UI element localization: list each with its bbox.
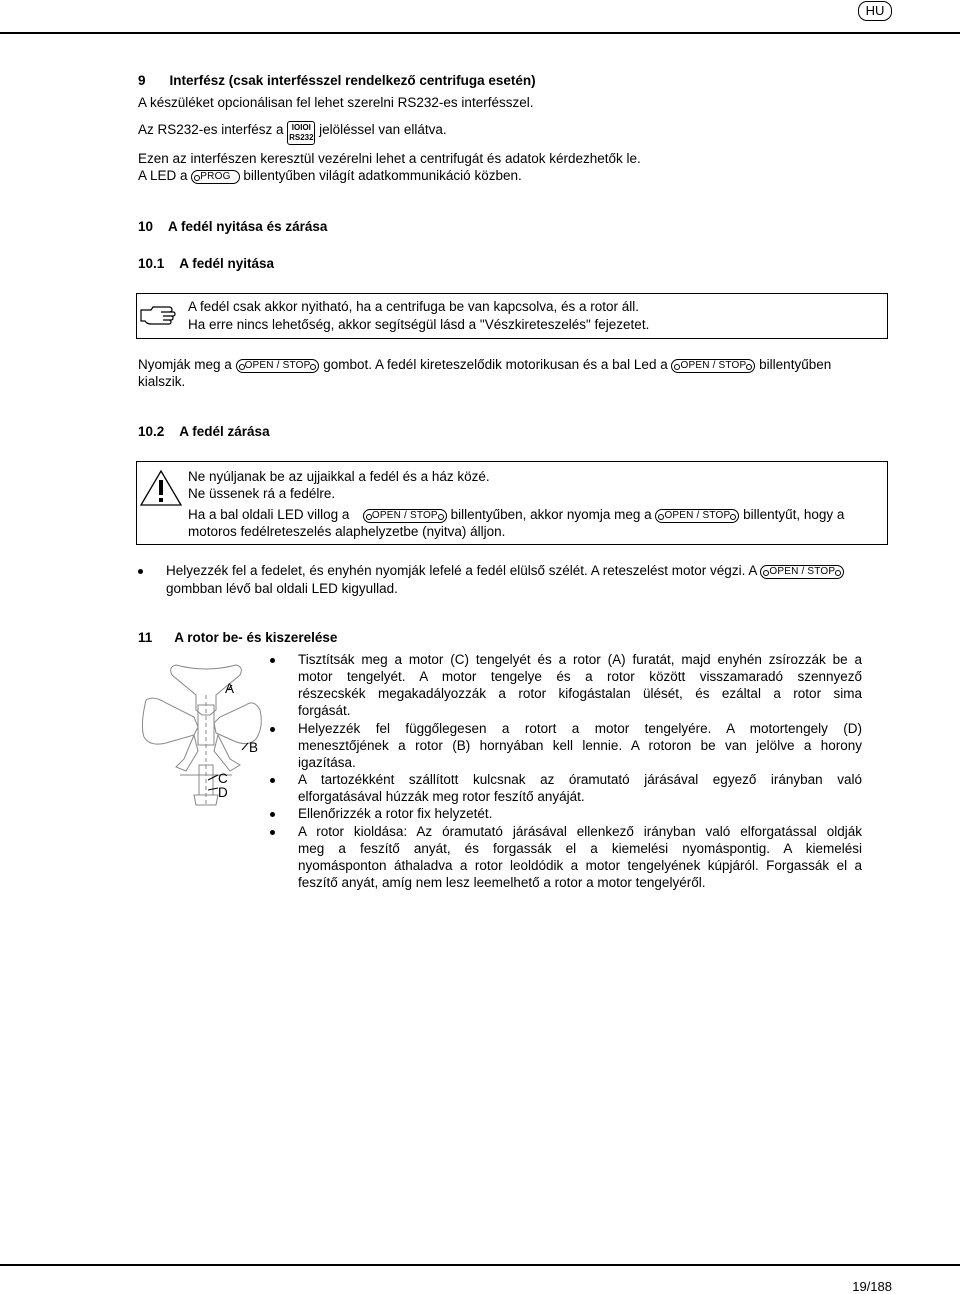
bullet-icon (270, 658, 275, 663)
warning-box (136, 461, 888, 545)
note-box (136, 293, 888, 339)
open-stop-key-icon: OPEN / STOP (760, 565, 844, 579)
text-fragment: billentyűben (759, 357, 832, 372)
paragraph-line (138, 121, 447, 145)
warning-line: Ne üssenek rá a fedélre. (188, 486, 336, 501)
text-fragment: A LED a (138, 168, 188, 183)
section-number: 10.2 (138, 424, 165, 439)
section-number: 9 (138, 73, 146, 88)
header-rule (0, 32, 960, 34)
footer-rule (0, 1264, 960, 1266)
text-fragment: jelöléssel van ellátva. (319, 122, 447, 137)
diagram-label-d: D (218, 785, 228, 800)
list-item-line: feszítő anyát, amíg nem lesz leemelhető a rotor a motor tengelyéről. (298, 875, 706, 890)
section-10-heading (138, 218, 327, 235)
rotor-diagram (136, 655, 266, 810)
open-stop-key-icon: OPEN / STOP (671, 359, 755, 373)
warning-triangle-icon (139, 469, 183, 507)
paragraph-line: A készüléket opcionálisan fel lehet szerelni RS232-es interfésszel. (138, 95, 534, 110)
section-title: A fedél nyitása és zárása (168, 219, 328, 234)
prog-key-icon: PROG (191, 170, 239, 184)
list-item-line: motor tengelyét. A motor tengelye és a rotor között visszamaradó szennyező (298, 669, 862, 684)
diagram-label-b: B (249, 740, 259, 755)
text-fragment: Ha a bal oldali LED villog a (188, 507, 350, 522)
section-title: Interfész (csak interfésszel rendelkező centrifuga esetén) (169, 73, 536, 88)
warning-line: Ne nyúljanak be az ujjaikkal a fedél és a ház közé. (188, 469, 490, 484)
section-number: 10.1 (138, 256, 165, 271)
bullet-text (166, 562, 844, 579)
text-fragment: gombot. A fedél kireteszelődik motorikusan és a bal Led a (323, 357, 668, 372)
text-fragment: billentyűben világít adatkommunikáció közben. (243, 168, 522, 183)
list-item-line: A tartozékként szállított kulcsnak az óramutató járásával egyező irányban való (298, 772, 862, 787)
section-10-1-heading (138, 255, 274, 272)
list-item-line: A rotor kioldása: Az óramutató járásával ellenkező irányban való elforgatással oldják (298, 824, 862, 839)
text-fragment: Nyomják meg a (138, 357, 232, 372)
open-stop-key-icon: OPEN / STOP (363, 509, 447, 523)
paragraph-line: Ezen az interfészen keresztül vezérelni lehet a centrifugát és adatok kérdezhetők le. (138, 151, 641, 166)
open-stop-key-icon: OPEN / STOP (655, 509, 739, 523)
list-item-line: nyomásponton áthaladva a rotor leoldódik a motor tengelyének kúpjáról. Forgassák el a (298, 858, 862, 873)
list-item-line: forgását. (298, 703, 351, 718)
section-title: A fedél zárása (179, 424, 270, 439)
bullet-icon (138, 569, 143, 574)
diagram-label-c: C (218, 771, 228, 786)
note-line: A fedél csak akkor nyitható, ha a centrifuga be van kapcsolva, és a rotor áll. (188, 299, 640, 314)
section-title: A fedél nyitása (179, 256, 275, 271)
list-item-line: menesztőjének a rotor (B) hornyában kell lennie. A rotoron be van jelölve a horony (298, 738, 862, 753)
section-number: 10 (138, 219, 154, 234)
rs232-symbol-icon: IOIOI RS232 (287, 121, 315, 145)
language-badge: HU (858, 1, 892, 21)
list-item-line: Ellenőrizzék a rotor fix helyzetét. (298, 806, 493, 821)
list-item-line: meg a feszítő anyát, és forgassák el a kiemelési nyomáspontig. A kiemelési (298, 841, 862, 856)
open-stop-key-icon: OPEN / STOP (236, 359, 320, 373)
warning-line (188, 506, 844, 523)
list-item-line: részecskék megakadályozzák a rotor kifogástalan ülését, és ezáltal a rotor sima (298, 686, 862, 701)
bullet-text: gombban lévő bal oldali LED kigyullad. (166, 581, 398, 596)
section-11-heading (138, 629, 337, 646)
section-title: A rotor be- és kiszerelése (174, 630, 338, 645)
paragraph-line (138, 356, 831, 373)
diagram-label-a: A (225, 681, 235, 696)
paragraph-line: kialszik. (138, 374, 186, 389)
bullet-icon (270, 830, 275, 835)
text-fragment: billentyűt, hogy a (743, 507, 845, 522)
text-fragment: billentyűben, akkor nyomja meg a (450, 507, 652, 522)
list-item-line: Helyezzék fel függőlegesen a rotort a motor tengelyére. A motortengely (D) (298, 721, 862, 736)
section-9-heading (138, 72, 536, 89)
list-item-line: elforgatásával húzzák meg rotor feszítő anyáját. (298, 789, 585, 804)
text-fragment: Helyezzék fel a fedelet, és enyhén nyomják lefelé a fedél elülső szélét. A reteszelést motor végzi. A (166, 563, 757, 578)
bullet-icon (270, 812, 275, 817)
list-item-line: igazítása. (298, 755, 356, 770)
list-item-line: Tisztítsák meg a motor (C) tengelyét és a rotor (A) furatát, majd enyhén zsírozzák be a (298, 652, 862, 667)
page-number: 19/188 (852, 1279, 892, 1294)
section-number: 11 (138, 630, 153, 645)
pointing-hand-icon (139, 304, 177, 326)
paragraph-line (138, 167, 522, 184)
note-line: Ha erre nincs lehetőség, akkor segítségül lásd a "Vészkireteszelés" fejezetet. (188, 317, 650, 332)
bullet-icon (270, 727, 275, 732)
bullet-icon (270, 778, 275, 783)
section-10-2-heading (138, 423, 270, 440)
text-fragment: Az RS232-es interfész a (138, 122, 284, 137)
warning-line: motoros fedélreteszelés alaphelyzetbe (nyitva) álljon. (188, 524, 506, 539)
